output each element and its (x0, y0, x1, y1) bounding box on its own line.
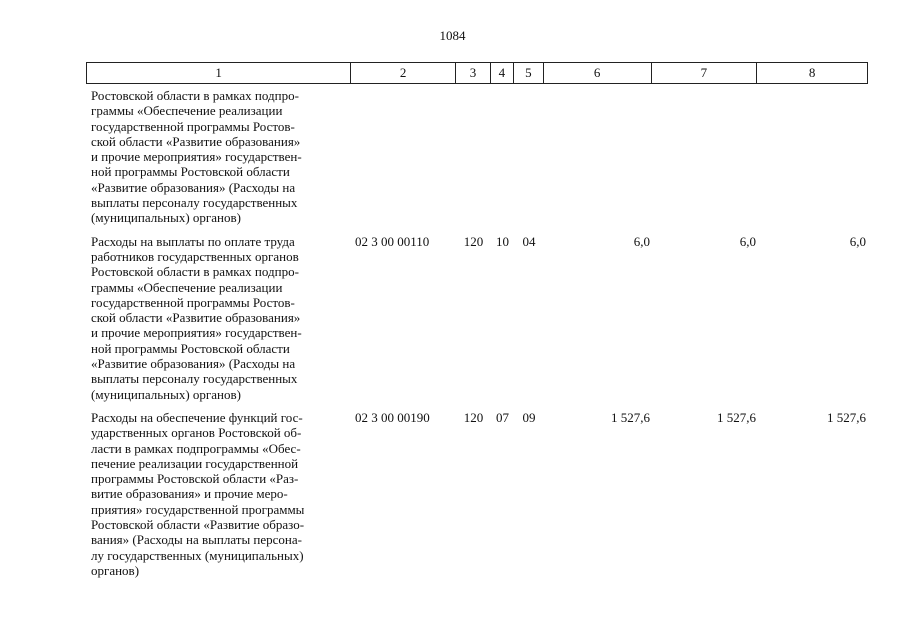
column-header-3: 3 (456, 63, 491, 83)
expense-type-code: 120 (463, 409, 484, 425)
description-line: витие образования» и прочие меро- (91, 486, 288, 502)
budget-code (351, 88, 456, 226)
subsection-code: 04 (522, 233, 536, 249)
description-line: выплаты персоналу государственных (91, 371, 298, 387)
budget-code: 02 3 00 00190 (355, 409, 430, 425)
budget-code: 02 3 00 00110 (355, 233, 430, 249)
section-code (491, 88, 514, 226)
description-line: ной программы Ростовской области (91, 164, 290, 180)
description-line: Ростовской области в рамках подпро- (91, 264, 299, 280)
description-line: ударственных органов Ростовской об- (91, 425, 302, 441)
expense-type-code (456, 88, 491, 226)
table-body (86, 88, 868, 578)
column-header-4: 4 (491, 63, 514, 83)
subsection-code: 09 (522, 409, 536, 425)
description-line: работников государственных органов (91, 248, 299, 264)
description-line: Расходы на выплаты по оплате труда (91, 233, 295, 249)
column-header-2: 2 (351, 63, 456, 83)
column-header-row (86, 62, 868, 84)
description-line: «Развитие образования» (Расходы на (91, 356, 296, 372)
expense-description (86, 88, 351, 226)
section-code: 07 (496, 409, 509, 425)
amount-column-7 (652, 88, 758, 226)
description-line: лу государственных (муниципальных) (91, 547, 304, 563)
description-line: приятия» государственной программы (91, 501, 305, 517)
description-line: ской области «Развитие образования» (91, 133, 301, 149)
expense-description (86, 234, 351, 402)
column-header-1: 1 (87, 63, 351, 83)
amount-column-8: 6,0 (849, 233, 866, 249)
amount-column-8: 1 527,6 (827, 409, 866, 425)
description-line: и прочие мероприятия» государствен- (91, 325, 302, 341)
expense-type-code: 120 (463, 233, 484, 249)
description-line: ной программы Ростовской области (91, 340, 290, 356)
description-line: «Развитие образования» (Расходы на (91, 179, 296, 195)
subsection-code (514, 88, 544, 226)
description-line: Ростовской области «Развитие образо- (91, 517, 305, 533)
expense-description (86, 410, 351, 578)
description-line: программы Ростовской области «Раз- (91, 471, 299, 487)
amount-column-6: 1 527,6 (611, 409, 650, 425)
description-line: государственной программы Ростов- (91, 118, 295, 134)
section-code: 10 (496, 233, 509, 249)
table-row (86, 234, 868, 402)
column-header-5: 5 (514, 63, 544, 83)
table-row (86, 88, 868, 226)
amount-column-6: 6,0 (633, 233, 650, 249)
description-line: вания» (Расходы на выплаты персона- (91, 532, 302, 548)
description-line: Расходы на обеспечение функций гос- (91, 409, 303, 425)
description-line: (муниципальных) органов) (91, 210, 241, 226)
description-line: органов) (91, 562, 140, 578)
table-row (86, 410, 868, 578)
description-line: граммы «Обеспечение реализации (91, 103, 283, 119)
column-header-8: 8 (808, 65, 816, 80)
page-number: 1084 (439, 28, 466, 43)
amount-column-7: 1 527,6 (717, 409, 756, 425)
amount-column-7: 6,0 (739, 233, 756, 249)
column-header-6: 6 (544, 63, 652, 83)
description-line: Ростовской области в рамках подпро- (91, 88, 299, 103)
description-line: печение реализации государственной (91, 455, 299, 471)
amount-column-6 (544, 88, 652, 226)
description-line: граммы «Обеспечение реализации (91, 279, 283, 295)
column-header-7: 7 (652, 63, 758, 83)
description-line: государственной программы Ростов- (91, 294, 295, 310)
description-line: выплаты персоналу государственных (91, 195, 298, 211)
description-line: и прочие мероприятия» государствен- (91, 149, 302, 165)
description-line: ласти в рамках подпрограммы «Обес- (91, 440, 301, 456)
description-line: (муниципальных) органов) (91, 386, 241, 402)
description-line: ской области «Развитие образования» (91, 310, 301, 326)
amount-column-8 (758, 88, 868, 226)
